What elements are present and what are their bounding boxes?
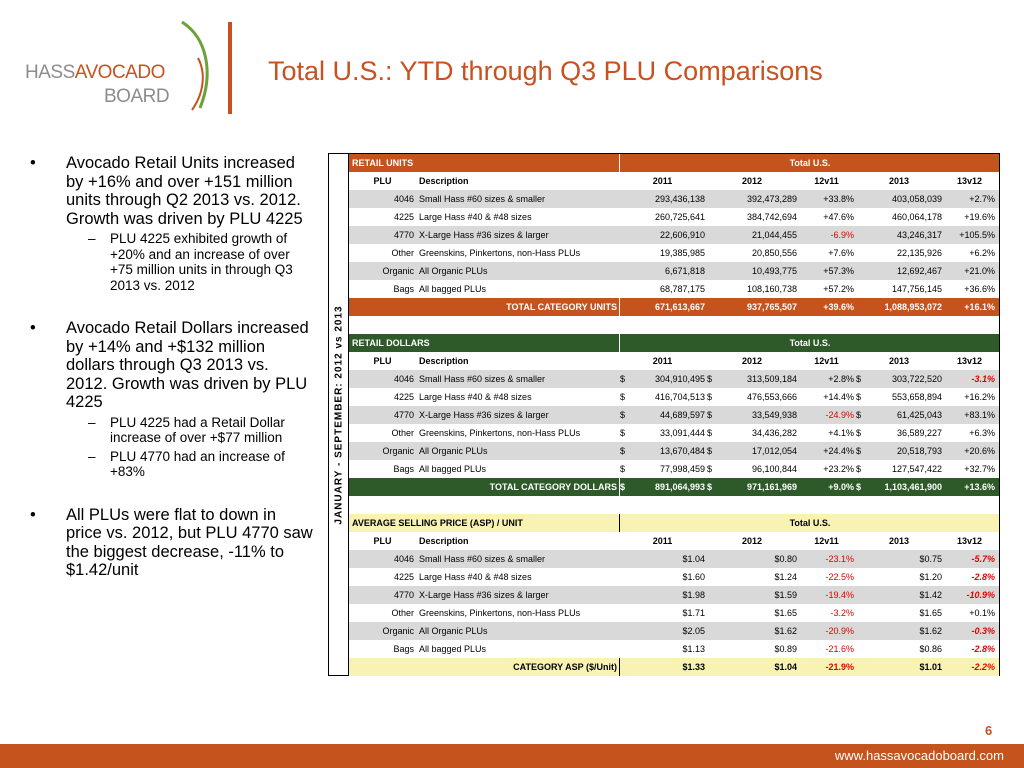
- value-2012: $1.59: [774, 590, 797, 600]
- currency-sign: $: [856, 392, 862, 402]
- header-2013: 2013: [888, 356, 910, 366]
- change-13v12: +16.2%: [964, 392, 995, 402]
- bullet-text: Avocado Retail Dollars increased by +14% and +$132 million dollars through Q3 2013 vs. 2012. Growth was driven by PLU 4225: [66, 319, 309, 411]
- logo-board: BOARD: [104, 86, 170, 107]
- table-row: [349, 460, 999, 478]
- total-us-label: Total U.S.: [789, 338, 831, 348]
- plu-cell: 4225: [393, 212, 414, 222]
- total-2012: 937,765,507: [746, 302, 797, 312]
- total-2013-value: 1,103,461,900: [884, 482, 942, 492]
- value-2011-value: 13,670,484: [659, 446, 705, 456]
- total-12v11: +9.0%: [828, 482, 854, 492]
- header-2011: 2011: [652, 356, 673, 366]
- description-cell: Greenskins, Pinkertons, non-Hass PLUs: [419, 428, 581, 438]
- value-2013: $0.75: [919, 554, 942, 564]
- total-13v12: -2.2%: [971, 662, 995, 672]
- column-header-row: [349, 532, 999, 550]
- change-13v12: +36.6%: [964, 284, 995, 294]
- logo-hass: HASS: [25, 62, 75, 83]
- value-2013: 12,692,467: [896, 266, 942, 276]
- currency-sign: $: [620, 392, 626, 402]
- value-2012: [707, 388, 797, 406]
- currency-sign: $: [856, 446, 862, 456]
- plu-cell: 4770: [393, 590, 414, 600]
- change-12v11: -6.9%: [830, 230, 854, 240]
- currency-sign: $: [707, 374, 713, 384]
- change-13v12: -2.8%: [971, 644, 995, 654]
- value-2013: [856, 460, 942, 478]
- currency-sign: $: [707, 410, 713, 420]
- change-12v11: +33.8%: [823, 194, 854, 204]
- bullet-text: Avocado Retail Units increased by +16% and over +151 million units through Q2 2013 vs. 2012. Growth was driven by PLU 4225: [66, 154, 303, 228]
- table-row: [349, 190, 999, 208]
- table-row: [349, 550, 999, 568]
- plu-cell: Bags: [393, 284, 414, 294]
- plu-cell: 4046: [393, 554, 414, 564]
- header-2011: 2011: [652, 536, 673, 546]
- description-cell: Large Hass #40 & #48 sizes: [419, 572, 532, 582]
- total-12v11: +39.6%: [823, 302, 854, 312]
- total-label: CATEGORY ASP ($/Unit): [513, 662, 617, 672]
- column-separator: [619, 154, 620, 172]
- description-cell: All Organic PLUs: [419, 626, 488, 636]
- table-row: [349, 370, 999, 388]
- slide-title: Total U.S.: YTD through Q3 PLU Comparisons: [268, 56, 823, 86]
- header-description: Description: [419, 356, 469, 366]
- currency-sign: $: [620, 410, 626, 420]
- header-2011: 2011: [652, 176, 673, 186]
- value-2012: $1.62: [774, 626, 797, 636]
- plu-cell: 4770: [393, 230, 414, 240]
- value-2013-value: 36,589,227: [896, 428, 942, 438]
- total-2012: $1.04: [774, 662, 797, 672]
- plu-cell: Organic: [382, 626, 414, 636]
- currency-sign: $: [620, 464, 626, 474]
- value-2011: [620, 442, 705, 460]
- total-2012: [707, 478, 797, 496]
- header-description: Description: [419, 536, 469, 546]
- change-12v11: +57.3%: [823, 266, 854, 276]
- bullet-item: • Avocado Retail Units increased by +16% and over +151 million units through Q2 2013 vs. 2012. Growth was driven by PLU 4225: [30, 154, 303, 228]
- value-2012: 108,160,738: [746, 284, 797, 294]
- section-header-dollars: [349, 334, 999, 352]
- value-2011-value: 416,704,513: [654, 392, 705, 402]
- header-2013: 2013: [888, 536, 910, 546]
- value-2013: 460,064,178: [891, 212, 942, 222]
- plu-cell: Other: [391, 248, 414, 258]
- value-2013: 147,756,145: [891, 284, 942, 294]
- table-row: [349, 406, 999, 424]
- value-2011: 6,671,818: [664, 266, 705, 276]
- total-2013: $1.01: [919, 662, 942, 672]
- total-us-label: Total U.S.: [789, 518, 831, 528]
- change-13v12: +32.7%: [964, 464, 995, 474]
- value-2011-value: 304,910,495: [654, 374, 705, 384]
- change-12v11: -21.6%: [825, 644, 854, 654]
- currency-sign: $: [620, 446, 626, 456]
- header-description: Description: [419, 176, 469, 186]
- period-label-text: JANUARY - SEPTEMBER: 2012 vs 2013: [333, 304, 344, 525]
- change-12v11: -20.9%: [825, 626, 854, 636]
- value-2011: 293,436,138: [654, 194, 705, 204]
- total-13v12: +16.1%: [964, 302, 995, 312]
- value-2012-value: 33,549,938: [751, 410, 797, 420]
- table-row: [349, 226, 999, 244]
- value-2013: [856, 388, 942, 406]
- value-2013: $1.20: [919, 572, 942, 582]
- change-12v11: +2.8%: [828, 374, 854, 384]
- total-2011: 671,613,667: [654, 302, 705, 312]
- change-13v12: -3.1%: [971, 374, 995, 384]
- header-2013: 2013: [888, 176, 910, 186]
- value-2011-value: 33,091,444: [659, 428, 705, 438]
- value-2012: $0.89: [774, 644, 797, 654]
- value-2011: $1.60: [682, 572, 705, 582]
- value-2011-value: 44,689,597: [659, 410, 705, 420]
- section-title: RETAIL DOLLARS: [352, 338, 430, 348]
- currency-sign: $: [707, 428, 713, 438]
- table-row: [349, 604, 999, 622]
- description-cell: Small Hass #60 sizes & smaller: [419, 194, 546, 204]
- header-2012: 2012: [741, 536, 763, 546]
- header-2012: 2012: [741, 356, 763, 366]
- change-12v11: +47.6%: [823, 212, 854, 222]
- value-2011: $1.98: [682, 590, 705, 600]
- description-cell: X-Large Hass #36 sizes & larger: [419, 410, 549, 420]
- column-separator: [619, 514, 620, 532]
- description-cell: All Organic PLUs: [419, 266, 488, 276]
- bullet-item: • Avocado Retail Dollars increased by +14% and +$132 million dollars through Q3 2013 vs. 2012. Growth was driven by PLU 4225: [30, 319, 309, 411]
- total-2011-value: 891,064,993: [654, 482, 705, 492]
- table-row: [349, 388, 999, 406]
- value-2011: [620, 388, 705, 406]
- table-row: [349, 244, 999, 262]
- change-12v11: +24.4%: [823, 446, 854, 456]
- plu-cell: Other: [391, 608, 414, 618]
- column-header-row: [349, 172, 999, 190]
- currency-sign: $: [620, 428, 626, 438]
- header-12v11: 12v11: [814, 356, 839, 366]
- value-2011: [620, 370, 705, 388]
- change-13v12: +105.5%: [959, 230, 995, 240]
- value-2011: 19,385,985: [659, 248, 705, 258]
- value-2013-value: 553,658,894: [891, 392, 942, 402]
- description-cell: All bagged PLUs: [419, 644, 487, 654]
- value-2012: 21,044,455: [751, 230, 797, 240]
- value-2013: 403,058,039: [891, 194, 942, 204]
- bullet-text: All PLUs were flat to down in price vs. 2012, but PLU 4770 saw the biggest decrease, -11% to $1.42/unit: [66, 505, 313, 579]
- value-2012: $1.24: [774, 572, 797, 582]
- value-2012-value: 34,436,282: [751, 428, 797, 438]
- value-2012: [707, 406, 797, 424]
- header-2012: 2012: [741, 176, 763, 186]
- currency-sign: $: [856, 482, 862, 492]
- plu-cell: 4046: [393, 194, 414, 204]
- sub-bullet-text: PLU 4225 had a Retail Dollar increase of over +$77 million: [110, 414, 285, 445]
- total-2012-value: 971,161,969: [746, 482, 797, 492]
- header-12v11: 12v11: [814, 176, 839, 186]
- currency-sign: $: [707, 464, 713, 474]
- header-12v11: 12v11: [814, 536, 839, 546]
- change-13v12: +19.6%: [964, 212, 995, 222]
- change-12v11: -3.2%: [830, 608, 854, 618]
- change-12v11: -24.9%: [825, 410, 854, 420]
- column-separator: [619, 334, 620, 352]
- footer-bar: [0, 744, 1024, 768]
- plu-cell: Organic: [382, 446, 414, 456]
- change-13v12: -5.7%: [971, 554, 995, 564]
- sub-bullet-text: PLU 4225 exhibited growth of +20% and an increase of over +75 million units in through Q3 2013 vs. 2012: [110, 231, 293, 293]
- change-12v11: +57.2%: [823, 284, 854, 294]
- value-2011: $1.04: [682, 554, 705, 564]
- description-cell: Large Hass #40 & #48 sizes: [419, 392, 532, 402]
- value-2013-value: 20,518,793: [896, 446, 942, 456]
- value-2012: $1.65: [774, 608, 797, 618]
- change-13v12: +6.2%: [969, 248, 995, 258]
- total-13v12: +13.6%: [964, 482, 995, 492]
- change-12v11: +7.6%: [828, 248, 854, 258]
- logo-avocado: AVOCADO: [74, 62, 165, 83]
- header-13v12: 13v12: [956, 356, 983, 366]
- currency-sign: $: [620, 374, 626, 384]
- page-number: 6: [985, 723, 993, 738]
- change-12v11: +4.1%: [828, 428, 854, 438]
- value-2012: 392,473,289: [746, 194, 797, 204]
- logo-text-line1: [25, 62, 165, 84]
- value-2012: [707, 442, 797, 460]
- currency-sign: $: [856, 374, 862, 384]
- description-cell: X-Large Hass #36 sizes & larger: [419, 230, 549, 240]
- value-2013: $1.42: [919, 590, 942, 600]
- sub-bullet-item: – PLU 4225 had a Retail Dollar increase of over +$77 million: [88, 414, 285, 445]
- total-row: [349, 298, 999, 316]
- footer-url[interactable]: www.hassavocadoboard.com: [834, 748, 1004, 763]
- value-2012: 20,850,556: [751, 248, 797, 258]
- table-row: [349, 622, 999, 640]
- change-13v12: +21.0%: [964, 266, 995, 276]
- total-us-label: Total U.S.: [789, 158, 831, 168]
- sub-bullet-item: – PLU 4770 had an increase of +83%: [88, 448, 285, 479]
- plu-cell: 4770: [393, 410, 414, 420]
- value-2011: [620, 406, 705, 424]
- description-cell: Greenskins, Pinkertons, non-Hass PLUs: [419, 608, 581, 618]
- value-2013: 43,246,317: [896, 230, 942, 240]
- value-2012: [707, 460, 797, 478]
- change-13v12: -0.3%: [971, 626, 995, 636]
- total-12v11: -21.9%: [825, 662, 854, 672]
- table-row: [349, 208, 999, 226]
- value-2012: 10,493,775: [751, 266, 797, 276]
- value-2012-value: 476,553,666: [746, 392, 797, 402]
- plu-cell: 4046: [393, 374, 414, 384]
- currency-sign: $: [856, 428, 862, 438]
- value-2011: $1.71: [682, 608, 705, 618]
- table-row: [349, 586, 999, 604]
- table-row: [349, 262, 999, 280]
- section-header-units: [349, 154, 999, 172]
- sub-bullet-item: – PLU 4225 exhibited growth of +20% and an increase of over +75 million units in through Q3 2013 vs. 2012: [88, 231, 293, 293]
- value-2011: 68,787,175: [659, 284, 705, 294]
- table-row: [349, 280, 999, 298]
- section-header-asp: [349, 514, 999, 532]
- change-13v12: +6.3%: [969, 428, 995, 438]
- plu-cell: 4225: [393, 392, 414, 402]
- description-cell: Small Hass #60 sizes & smaller: [419, 554, 546, 564]
- change-13v12: +83.1%: [964, 410, 995, 420]
- plu-cell: Bags: [393, 464, 414, 474]
- hass-avocado-board-logo: [22, 18, 222, 118]
- value-2012: 384,742,694: [746, 212, 797, 222]
- table-row: [349, 442, 999, 460]
- column-header-row: [349, 352, 999, 370]
- value-2011: 260,725,641: [654, 212, 705, 222]
- change-12v11: +14.4%: [823, 392, 854, 402]
- change-13v12: +20.6%: [964, 446, 995, 456]
- header-plu: PLU: [373, 176, 392, 186]
- total-2011: $1.33: [682, 662, 705, 672]
- value-2013: $0.86: [919, 644, 942, 654]
- currency-sign: $: [620, 482, 626, 492]
- change-13v12: +0.1%: [969, 608, 995, 618]
- change-12v11: -22.5%: [825, 572, 854, 582]
- value-2012-value: 96,100,844: [751, 464, 797, 474]
- value-2013: $1.65: [919, 608, 942, 618]
- total-label: TOTAL CATEGORY UNITS: [506, 302, 617, 312]
- change-13v12: +2.7%: [969, 194, 995, 204]
- value-2012-value: 17,012,054: [751, 446, 797, 456]
- section-title: AVERAGE SELLING PRICE (ASP) / UNIT: [352, 518, 523, 528]
- plu-cell: 4225: [393, 572, 414, 582]
- value-2013-value: 127,547,422: [891, 464, 942, 474]
- change-13v12: -10.9%: [966, 590, 995, 600]
- value-2013: [856, 406, 942, 424]
- value-2013: [856, 370, 942, 388]
- description-cell: All bagged PLUs: [419, 284, 487, 294]
- sub-bullet-text: PLU 4770 had an increase of +83%: [110, 448, 285, 479]
- total-2013: [856, 478, 942, 496]
- value-2012-value: 313,509,184: [746, 374, 797, 384]
- section-title: RETAIL UNITS: [352, 158, 414, 168]
- total-row: [349, 478, 999, 496]
- description-cell: Greenskins, Pinkertons, non-Hass PLUs: [419, 248, 581, 258]
- description-cell: Small Hass #60 sizes & smaller: [419, 374, 546, 384]
- value-2013-value: 61,425,043: [896, 410, 942, 420]
- change-12v11: -23.1%: [825, 554, 854, 564]
- value-2012: [707, 370, 797, 388]
- value-2012: $0.80: [774, 554, 797, 564]
- total-2013: 1,088,953,072: [884, 302, 942, 312]
- total-2011: [620, 478, 705, 496]
- plu-cell: Organic: [382, 266, 414, 276]
- currency-sign: $: [707, 392, 713, 402]
- value-2011: [620, 460, 705, 478]
- value-2013: [856, 442, 942, 460]
- table-row: [349, 640, 999, 658]
- currency-sign: $: [707, 482, 713, 492]
- description-cell: All bagged PLUs: [419, 464, 487, 474]
- currency-sign: $: [856, 464, 862, 474]
- currency-sign: $: [856, 410, 862, 420]
- value-2011: 22,606,910: [659, 230, 705, 240]
- value-2013: $1.62: [919, 626, 942, 636]
- header-plu: PLU: [373, 536, 392, 546]
- value-2013: 22,135,926: [896, 248, 942, 258]
- bullet-item: • All PLUs were flat to down in price vs. 2012, but PLU 4770 saw the biggest decrease, -11% to $1.42/unit: [30, 505, 313, 579]
- change-13v12: -2.8%: [971, 572, 995, 582]
- table-row: [349, 424, 999, 442]
- period-side-label: [328, 153, 349, 676]
- description-cell: All Organic PLUs: [419, 446, 488, 456]
- value-2013-value: 303,722,520: [891, 374, 942, 384]
- header-divider: [228, 22, 232, 114]
- plu-comparison-tables: [349, 153, 1000, 676]
- plu-cell: Other: [391, 428, 414, 438]
- description-cell: X-Large Hass #36 sizes & larger: [419, 590, 549, 600]
- value-2012: [707, 424, 797, 442]
- header-13v12: 13v12: [956, 536, 983, 546]
- total-label: TOTAL CATEGORY DOLLARS: [489, 482, 617, 492]
- header-plu: PLU: [373, 356, 392, 366]
- value-2013: [856, 424, 942, 442]
- description-cell: Large Hass #40 & #48 sizes: [419, 212, 532, 222]
- bullet-list: [24, 154, 314, 580]
- value-2011: $1.13: [682, 644, 705, 654]
- table-row: [349, 568, 999, 586]
- value-2011: $2.05: [682, 626, 705, 636]
- value-2011: [620, 424, 705, 442]
- value-2011-value: 77,998,459: [659, 464, 705, 474]
- change-12v11: -19.4%: [825, 590, 854, 600]
- change-12v11: +23.2%: [823, 464, 854, 474]
- currency-sign: $: [707, 446, 713, 456]
- plu-cell: Bags: [393, 644, 414, 654]
- total-row: [349, 658, 999, 676]
- header-13v12: 13v12: [956, 176, 983, 186]
